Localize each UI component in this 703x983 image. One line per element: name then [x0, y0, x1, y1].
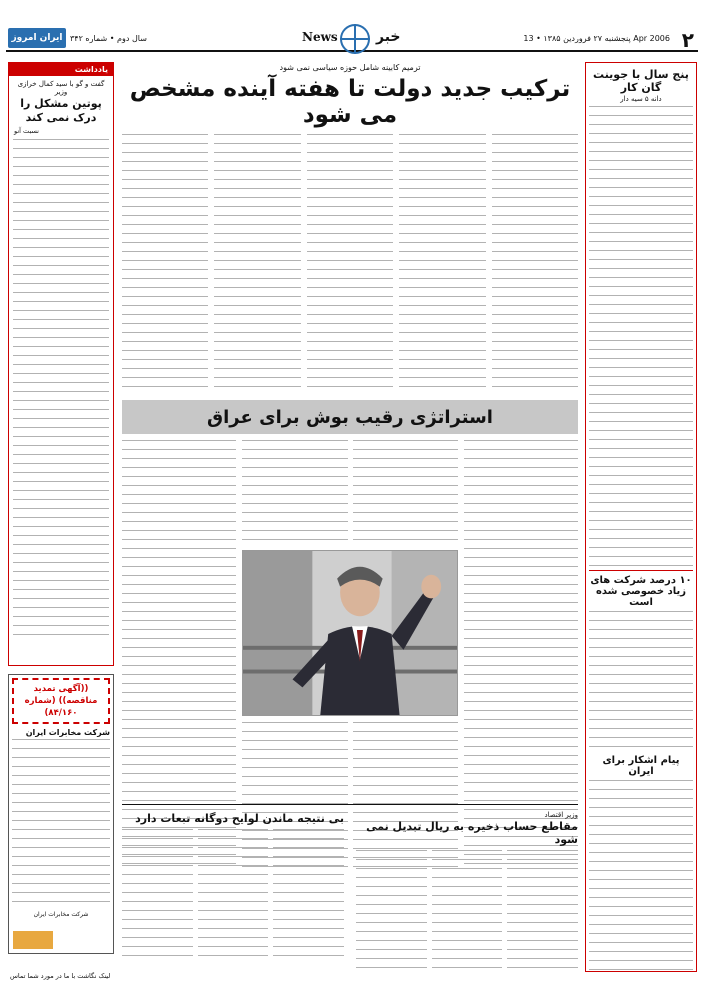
right-column-article-body-2 — [589, 611, 693, 749]
news-photo — [242, 550, 458, 716]
right-column-title: پنج سال با جوینت گان کار — [593, 68, 689, 94]
left-column-author: نسبت آنو — [14, 127, 39, 135]
bottom-story-title: بی نتیجه ماندن لوایح دوگانه تبعات دارد — [135, 812, 344, 825]
text-column — [507, 850, 578, 972]
text-column — [492, 134, 578, 392]
section-title-en: News — [302, 30, 338, 44]
text-column — [198, 829, 269, 959]
date-line: پنجشنبه ۲۷ فروردین ۱۳۸۵ • 13 Apr 2006 — [523, 34, 670, 43]
issue-line: سال دوم • شماره ۳۴۲ — [70, 34, 147, 43]
footer-note: لینک نگاشت با ما در مورد شما تماس — [10, 972, 111, 980]
bush-story-headline: استراتژی رقیب بوش برای عراق — [122, 400, 578, 434]
text-column — [122, 134, 208, 392]
right-column-subtitle: دانه ۵ سیه دار — [620, 95, 662, 103]
text-column — [242, 440, 348, 544]
left-column — [8, 62, 114, 666]
text-column — [214, 134, 300, 392]
right-column — [585, 62, 697, 972]
bottom-story-bills — [122, 811, 344, 971]
section-title-fa: خبر — [376, 29, 401, 45]
bottom-story-economy — [356, 811, 578, 971]
center-column — [122, 62, 578, 972]
globe-icon — [340, 24, 370, 54]
ad-body — [12, 739, 110, 907]
phone-illustration-icon — [13, 931, 53, 949]
bottom-section — [122, 804, 578, 972]
text-column — [356, 850, 427, 972]
page-header — [6, 26, 698, 52]
right-column-article-body-3 — [589, 780, 693, 970]
ad-company: شرکت مخابرات ایران — [25, 728, 110, 737]
top-story-headline: ترکیب جدید دولت تا هفته آینده مشخص می شود — [129, 76, 571, 128]
right-column-article-body — [589, 106, 693, 566]
text-column — [273, 829, 344, 959]
bottom-story-title: مقاطع حساب ذخیره به ریال تبدیل نمی شود — [366, 820, 578, 846]
top-story-body — [122, 134, 578, 392]
bush-story-upper-text — [242, 440, 458, 544]
text-column — [432, 850, 503, 972]
ad-headline: ((آگهی تمدید مناقصه)) (شماره ۸۴/۱۶۰) — [12, 678, 110, 724]
photo-illustration — [243, 551, 457, 715]
left-column-kicker: گفت و گو با سید کمال خرازی وزیر — [17, 80, 105, 96]
text-column — [399, 134, 485, 392]
left-column-title: پوتین مشکل را درک نمی کند — [20, 97, 102, 124]
right-column-title-2: ۱۰ درصد شرکت های زیاد خصوصی شده است — [590, 575, 692, 608]
left-column-article-body — [13, 139, 109, 639]
text-column — [122, 829, 193, 959]
page-number: ۲ — [681, 28, 694, 52]
ad-footer: شرکت مخابرات ایران — [33, 911, 89, 918]
bottom-story-body — [356, 850, 578, 972]
bottom-story-body — [122, 829, 344, 959]
text-column — [307, 134, 393, 392]
top-story-kicker: ترمیم کابینه شامل حوزه سیاسی نمی شود — [279, 63, 421, 72]
column-band: یادداشت — [9, 63, 113, 76]
newspaper-logo: ایران امروز — [8, 28, 66, 48]
bottom-story-kicker: وزیر اقتصاد — [544, 811, 578, 819]
right-column-title-3: پیام اشکار برای ایران — [602, 755, 680, 777]
tender-advertisement — [8, 674, 114, 954]
divider — [589, 570, 693, 571]
text-column — [353, 440, 459, 544]
